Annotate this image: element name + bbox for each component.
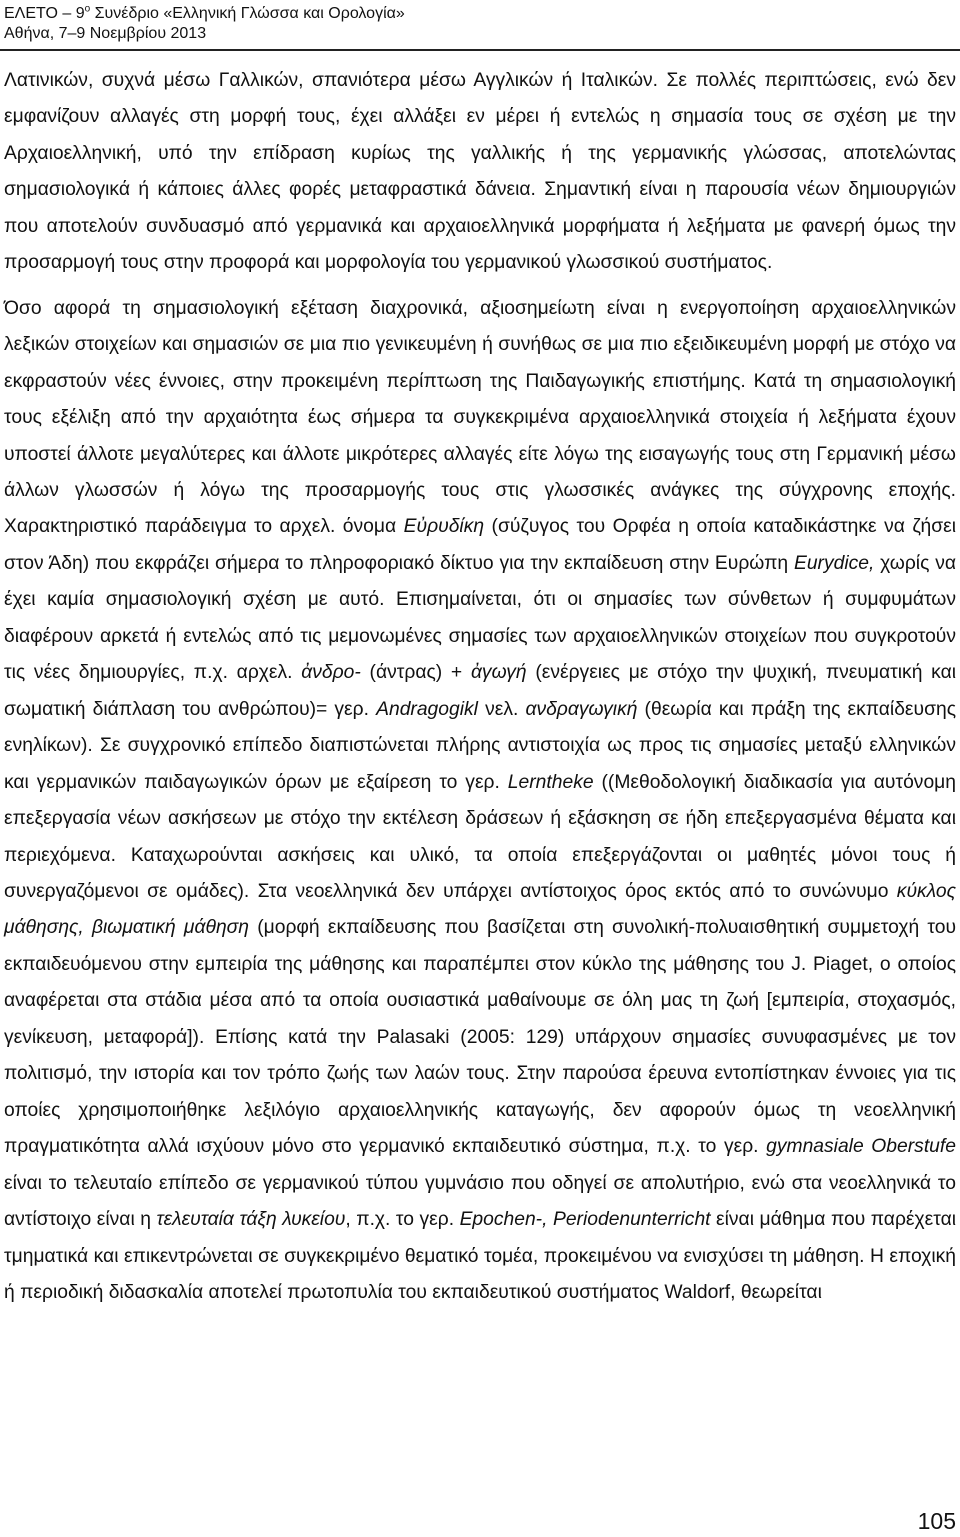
page-number: 105: [917, 1508, 956, 1534]
header-divider: [0, 49, 960, 51]
paragraph-1: Λατινικών, συχνά μέσω Γαλλικών, σπανιότερα μέσω Αγγλικών ή Ιταλικών. Σε πολλές περιπτώσεις, ενώ δεν εμφανίζουν αλλαγές στη μορφή τους, έχει αλλάξει εν μέρει ή εντελώς η σημασία τους σε σχέση με την Αρχαιοελληνική, υπό την επίδραση κυρίως της γαλλικής ή της γερμανικής γλώσσας, αποτελώντας σημασιολογικά ή κάποιες άλλες φορές μεταφραστικά δάνεια. Σημαντική είναι η παρουσία νέων δημιουργιών που αποτελούν συνδυασμό από γερμανικά και αρχαιοελληνικά μορφήματα ή λεξήματα με φανερή όμως την προσαρμογή τους στην προφορά και μορφολογία του γερμανικού γλωσσικού συστήματος.: [4, 70, 956, 274]
ordinal-superscript: ο: [84, 3, 91, 15]
italic-term: Εὐρυδίκη: [403, 516, 485, 538]
italic-term: ανδραγωγική: [525, 698, 638, 720]
paragraph-2: Όσο αφορά τη σημασιολογική εξέταση διαχρονικά, αξιοσημείωτη είναι η ενεργοποίηση αρχαιοελληνικών λεξικών στοιχείων και σημασιών σε μια πιο γενικευμένη ή συνήθως σε μια πιο εξειδικευμένη μορφή με στόχο να εκφραστούν νέες έννοιες, στην προκειμένη περίπτωση της Παιδαγωγικής επιστήμης. Κατά τη σημασιολογική τους εξέλιξη από την αρχαιότητα έως σήμερα τα συγκεκριμένα αρχαιοελληνικά στοιχεία ή λεξήματα έχουν υποστεί άλλοτε μεγαλύτερες και άλλοτε μικρότερες αλλαγές είτε λόγω της εισαγωγής τους στη Γερμανική μέσω άλλων γλωσσών ή λόγω της προσαρμογής τους στις γλωσσικές ανάγκες της σύγχρονης εποχής. Χαρακτηριστικό παράδειγμα το αρχελ. όνομα Εὐρυδίκη (σύζυγος του Ορφέα η οποία καταδικάστηκε να ζήσει στον Άδη) που εκφράζει σήμερα το πληροφοριακό δίκτυο για την εκπαίδευση στην Ευρώπη Eurydice, χωρίς να έχει καμία σημασιολογική σχέση με αυτό. Επισημαίνεται, ότι οι σημασίες των σύνθετων ή συμφυμάτων διαφέρουν αρκετά ή εντελώς από τις μεμονωμένες σημασίες των αρχαιοελληνικών στοιχείων που συγκροτούν τις νέες δημιουργίες, π.χ. αρχελ. ἀνδρο- (άντρας) + ἀγωγή (ενέργειες με στόχο την ψυχική, πνευματική και σωματική διάπλαση του ανθρώπου)= γερ. Andragogikl νελ. ανδραγωγική (θεωρία και πράξη της εκπαίδευσης ενηλίκων). Σε συγχρονικό επίπεδο διαπιστώνεται πλήρης αντιστοιχία ως προς τις σημασίες μεταξύ ελληνικών και γερμανικών παιδαγωγικών όρων με εξαίρεση το γερ. Lerntheke ((Μεθοδολογική διαδικασία για αυτόνομη επεξεργασία νέων ασκήσεων με στόχο την εκτέλεση δράσεων ή εξάσκηση σε ήδη επεξεργασμένα θέματα και περιεχόμενα. Καταχωρούνται ασκήσεις και υλικό, τα οποία επεξεργάζονται οι μαθητές μόνοι τους ή συνεργαζόμενοι σε ομάδες). Στα νεοελληνικά δεν υπάρχει αντίστοιχος όρος εκτός από το συνώνυμο κύκλος μάθησης, βιωματική μάθηση (μορφή εκπαίδευσης που βασίζεται στη συνολική-πολυαισθητική συμμετοχή του εκπαιδευόμενου στην εμπειρία της μάθησης και παραπέμπει στον κύκλο της μάθησης του J. Piaget, ο οποίος αναφέρεται στα στάδια μέσα από τα οποία ουσιαστικά μαθαίνουμε σε όλη μας τη ζωή [εμπειρία, στοχασμός, γενίκευση, μεταφορά]). Επίσης κατά την Palasaki (2005: 129) υπάρχουν σημασίες συνυφασμένες με τον πολιτισμό, την ιστορία και τον τρόπο ζωής των λαών τους. Στην παρούσα έρευνα εντοπίστηκαν έννοιες για τις οποίες χρησιμοποιήθηκε λεξιλόγιο αρχαιοελληνικής καταγωγής, δεν αφορούν όμως τη νεοελληνική πραγματικότητα αλλά ισχύουν μόνο στο γερμανικό εκπαιδευτικό σύστημα, π.χ. το γερ. gymnasiale Oberstufe είναι το τελευταίο επίπεδο σε γερμανικού τύπου γυμνάσιο που οδηγεί σε απολυτήριο, ενώ στα νεοελληνικά το αντίστοιχο είναι η τελευταία τάξη λυκείου, π.χ. το γερ. Epochen-, Periodenunterricht είναι μάθημα που παρέχεται τμηματικά και επικεντρώνεται σε συγκεκριμένο θεματικό τομέα, προκειμένου να ενισχύσει τη μάθηση. Η εποχική ή περιοδική διδασκαλία αποτελεί πρωτοπυλία του εκπαιδευτικού συστήματος Waldorf, θεωρείται: [4, 297, 956, 1303]
body-text: [4, 63, 956, 1311]
italic-term: Andragogikl: [376, 698, 478, 720]
conference-title: ΕΛΕΤΟ – $9^o$ Συνέδριο «Ελληνική Γλώσσα και Ορολογία»: [4, 3, 405, 22]
italic-term: Epochen-, Periodenunterricht: [459, 1209, 711, 1231]
italic-term: Eurydice,: [793, 552, 875, 574]
running-header: [4, 4, 405, 44]
conference-date-location: Αθήνα, 7–9 Νοεμβρίου 2013: [4, 25, 207, 42]
italic-term: Lerntheke: [507, 771, 594, 793]
italic-term: τελευταία τάξη λυκείου: [156, 1209, 346, 1231]
italic-term: κύκλος μάθησης, βιωματική μάθηση: [4, 880, 956, 939]
italic-term: ἀγωγή: [470, 662, 527, 684]
italic-term: ἀνδρο-: [301, 662, 361, 684]
italic-term: gymnasiale Oberstufe: [766, 1136, 956, 1158]
